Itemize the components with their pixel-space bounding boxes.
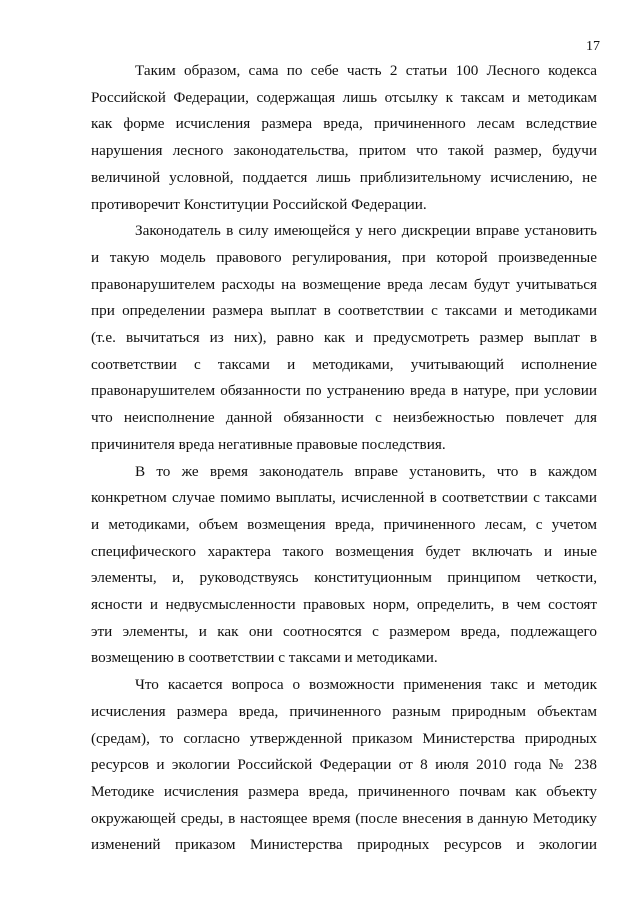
text-line: окружающей среды, в настоящее время (после внесения в данную Методику [91,809,597,827]
text-line: эти элементы, и как они соотносятся с размером вреда, подлежащего [91,622,597,640]
text-line: Российской Федерации, содержащая лишь отсылку к таксам и методикам [91,88,597,106]
text-line: изменений приказом Министерства природных ресурсов и экологии [91,836,597,854]
text-line: что неисполнение данной обязанности с неизбежностью повлечет для [91,409,597,427]
paragraph [91,218,597,458]
paragraph [91,459,597,673]
text-line: Что касается вопроса о возможности применения такс и методик [135,676,597,694]
text-line: и такую модель правового регулирования, при которой произведенные [91,248,597,266]
text-line: В то же время законодатель вправе установить, что в каждом [135,462,597,480]
document-body [91,58,597,859]
text-line: нарушения лесного законодательства, притом что такой размер, будучи [91,142,597,160]
text-line: Таким образом, сама по себе часть 2 статьи 100 Лесного кодекса [135,62,597,79]
text-line: при определении размера выплат в соответствии с таксами и методиками [91,302,597,320]
text-line: Законодатель в силу имеющейся у него дискреции вправе установить [135,222,597,240]
paragraph [91,58,597,218]
text-line: как форме исчисления размера вреда, причиненного лесам вследствие [91,115,597,133]
text-line: Методике исчисления размера вреда, причиненного почвам как объекту [91,782,597,800]
text-line: исчисления размера вреда, причиненного разным природным объектам [91,702,597,720]
text-line: (т.е. вычитаться из них), равно как и предусмотреть размер выплат в [91,329,597,347]
text-line: правонарушителем расходы на возмещение вреда лесам будут учитываться [91,275,597,293]
text-line: (средам), то согласно утвержденной приказом Министерства природных [91,729,597,747]
text-line: ресурсов и экологии Российской Федерации от 8 июля 2010 года № 238 [91,756,597,774]
text-line: конкретном случае помимо выплаты, исчисленной в соответствии с таксами [91,489,597,507]
page-number: 17 [586,39,600,54]
text-line: соответствии с таксами и методиками, учитывающий исполнение [91,355,597,373]
text-line: специфического характера такого возмещения будет включать и иные [91,542,597,560]
text-line: противоречит Конституции Российской Федерации. [91,195,427,213]
text-line: элементы, и, руководствуясь конституционным принципом четкости, [91,569,597,587]
text-line: величиной условной, поддается лишь приблизительному исчислению, не [91,168,597,186]
text-line: ясности и недвусмысленности правовых норм, определить, в чем состоят [91,596,597,614]
paragraph [91,672,597,859]
text-line: причинителя вреда негативные правовые последствия. [91,435,446,453]
text-line: правонарушителем обязанности по устранению вреда в натуре, при условии [91,382,597,400]
text-line: возмещению в соответствии с таксами и методиками. [91,649,438,667]
text-line: и методиками, объем возмещения вреда, причиненного лесам, с учетом [91,515,597,533]
